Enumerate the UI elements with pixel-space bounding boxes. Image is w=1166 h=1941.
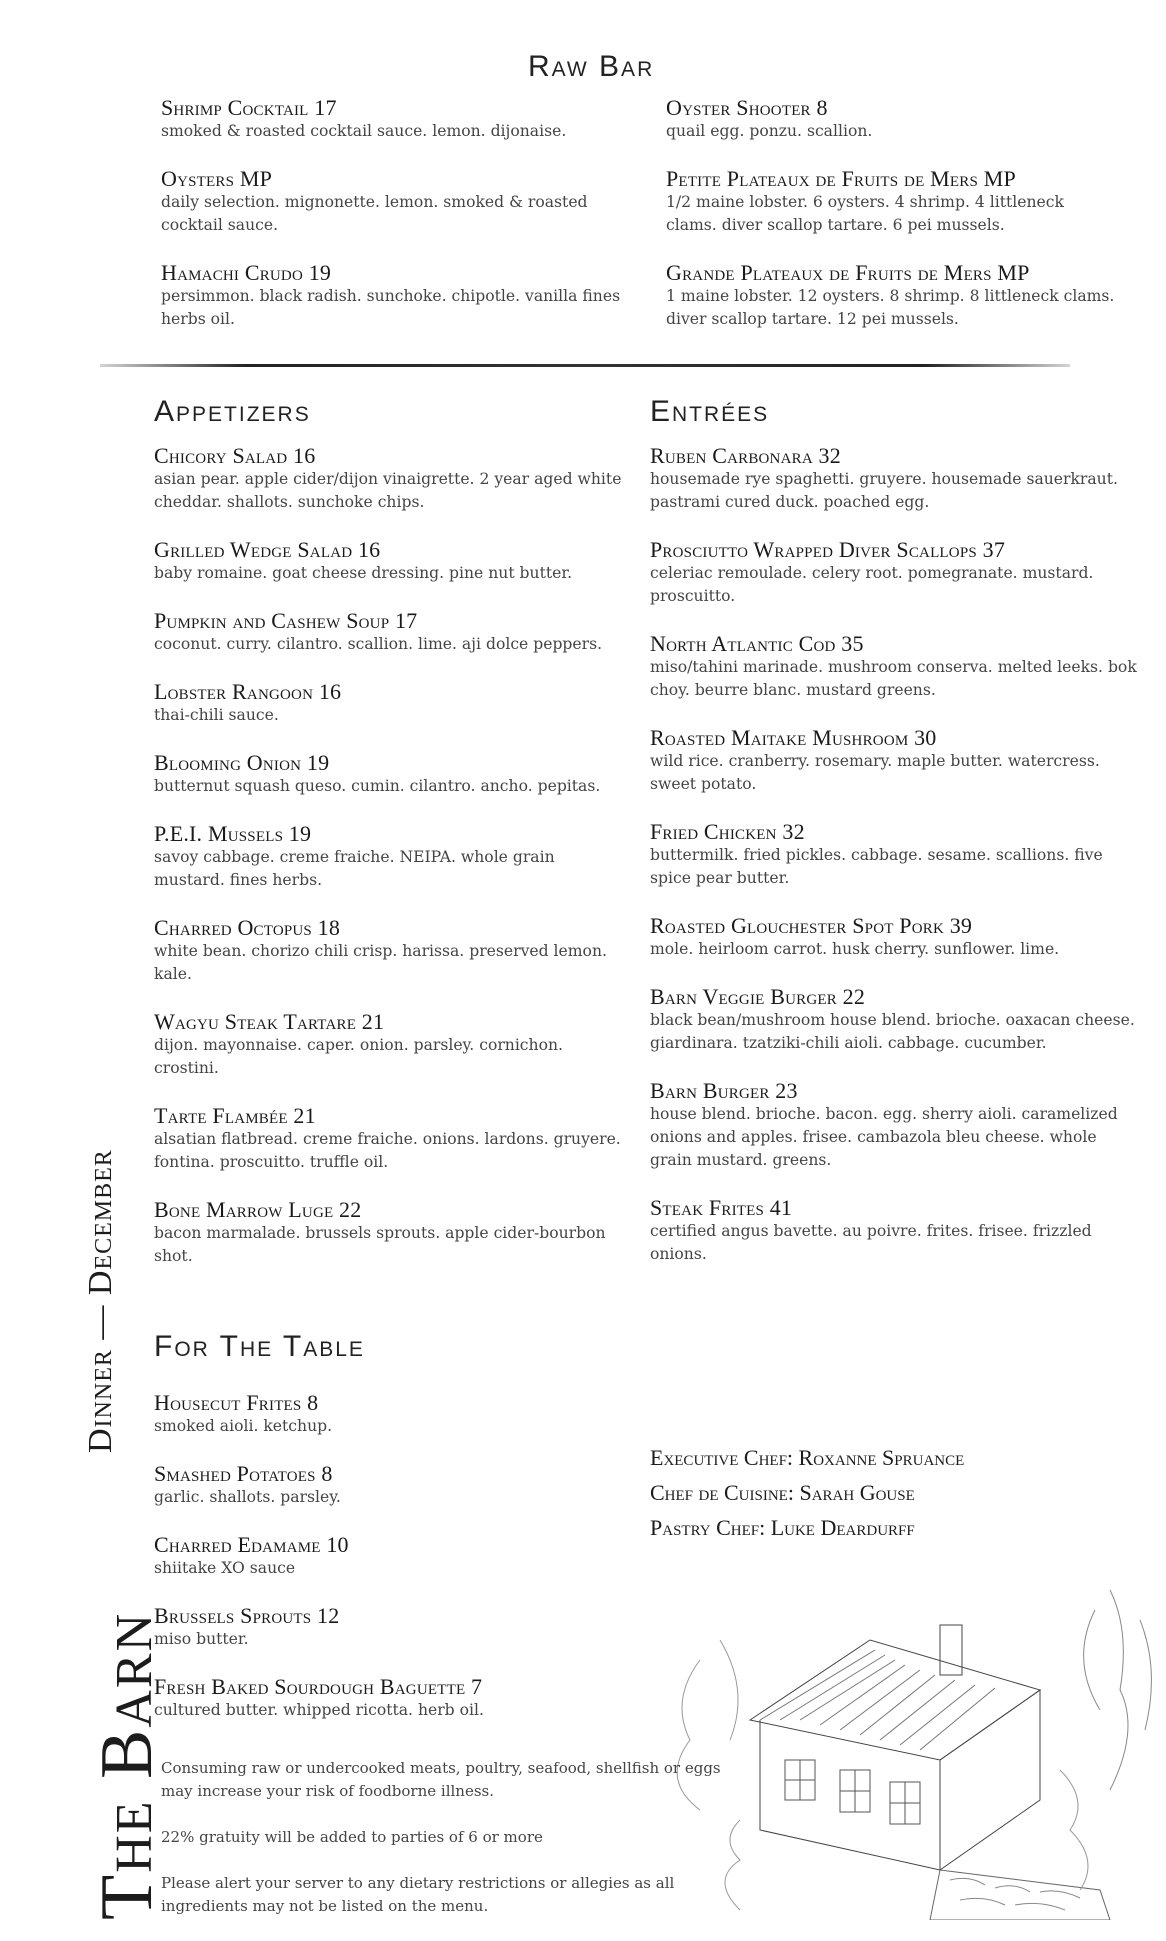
menu-item	[154, 916, 624, 986]
item-name: Tarte Flambée 21	[154, 1103, 316, 1128]
appetizers-column	[154, 444, 624, 1292]
item-description: savoy cabbage. creme fraiche. NEIPA. whole grain mustard. fines herbs.	[154, 848, 555, 889]
item-name: Steak Frites 41	[650, 1195, 793, 1220]
item-description: 1/2 maine lobster. 6 oysters. 4 shrimp. 4 littleneck clams. diver scallop tartare. 6 pei mussels.	[666, 193, 1064, 234]
item-description: garlic. shallots. parsley.	[154, 1488, 341, 1506]
item-name: Hamachi Crudo 19	[161, 260, 332, 285]
item-name: Charred Edamame 10	[154, 1532, 349, 1557]
item-description: persimmon. black radish. sunchoke. chipotle. vanilla fines herbs oil.	[161, 287, 621, 328]
menu-item	[154, 538, 624, 585]
executive-chef: Executive Chef: Roxanne Spruance	[650, 1445, 965, 1470]
menu-item	[666, 261, 1116, 331]
for-the-table-column	[154, 1391, 634, 1746]
item-description: coconut. curry. cilantro. scallion. lime. aji dolce peppers.	[154, 635, 603, 653]
menu-item	[154, 444, 624, 514]
allergy-note: Please alert your server to any dietary restrictions or allegies as all ingredients may not be listed on the menu.	[161, 1874, 675, 1915]
menu-item	[154, 1198, 624, 1268]
item-description: butternut squash queso. cumin. cilantro. ancho. pepitas.	[154, 777, 601, 795]
item-description: wild rice. cranberry. rosemary. maple butter. watercress. sweet potato.	[650, 752, 1100, 793]
item-name: Oysters MP	[161, 166, 273, 191]
item-description: baby romaine. goat cheese dressing. pine nut butter.	[154, 564, 573, 582]
item-name: Fresh Baked Sourdough Baguette 7	[154, 1674, 483, 1699]
item-name: Grande Plateaux de Fruits de Mers MP	[666, 260, 1030, 285]
menu-item	[154, 1604, 634, 1651]
menu-item	[154, 1104, 624, 1174]
menu-item	[154, 1462, 634, 1509]
item-name: Oyster Shooter 8	[666, 95, 828, 120]
item-description: asian pear. apple cider/dijon vinaigrette. 2 year aged white cheddar. shallots. sunchoke chips.	[154, 470, 622, 511]
menu-item	[650, 632, 1140, 702]
item-description: white bean. chorizo chili crisp. harissa. preserved lemon. kale.	[154, 942, 607, 983]
item-name: P.E.I. Mussels 19	[154, 821, 312, 846]
item-description: shiitake XO sauce	[154, 1559, 296, 1577]
menu-item	[154, 822, 624, 892]
menu-item	[650, 820, 1140, 890]
item-description: daily selection. mignonette. lemon. smoked & roasted cocktail sauce.	[161, 193, 588, 234]
item-description: celeriac remoulade. celery root. pomegranate. mustard. proscuitto.	[650, 564, 1094, 605]
menu-item	[154, 751, 624, 798]
item-name: Grilled Wedge Salad 16	[154, 537, 381, 562]
raw-bar-left-column	[161, 96, 631, 355]
item-name: Lobster Rangoon 16	[154, 679, 342, 704]
menu-item	[154, 1391, 634, 1438]
chef-de-cuisine: Chef de Cuisine: Sarah Gouse	[650, 1480, 915, 1505]
item-description: black bean/mushroom house blend. brioche. oaxacan cheese. giardinara. tzatziki-chili aioli. cabbage. cucumber.	[650, 1011, 1135, 1052]
pastry-chef: Pastry Chef: Luke Deardurff	[650, 1515, 915, 1540]
menu-item	[650, 1079, 1140, 1172]
menu-item	[650, 726, 1140, 796]
item-description: 1 maine lobster. 12 oysters. 8 shrimp. 8 littleneck clams. diver scallop tartare. 12 pei mussels.	[666, 287, 1115, 328]
menu-item	[666, 96, 1116, 143]
menu-item	[650, 444, 1140, 514]
item-description: cultured butter. whipped ricotta. herb oil.	[154, 1701, 484, 1719]
item-description: housemade rye spaghetti. gruyere. housemade sauerkraut. pastrami cured duck. poached egg.	[650, 470, 1118, 511]
item-description: miso butter.	[154, 1630, 249, 1648]
menu-item	[650, 985, 1140, 1055]
item-description: miso/tahini marinade. mushroom conserva. melted leeks. bok choy. beurre blanc. mustard greens.	[650, 658, 1137, 699]
for-the-table-title: For The Table	[154, 1330, 365, 1363]
item-description: thai-chili sauce.	[154, 706, 279, 724]
chef-credits	[650, 1440, 964, 1545]
item-name: Barn Veggie Burger 22	[650, 984, 866, 1009]
item-name: Blooming Onion 19	[154, 750, 330, 775]
item-name: North Atlantic Cod 35	[650, 631, 864, 656]
item-name: Ruben Carbonara 32	[650, 443, 841, 468]
menu-item	[161, 261, 631, 331]
item-description: mole. heirloom carrot. husk cherry. sunflower. lime.	[650, 940, 1060, 958]
raw-food-warning: Consuming raw or undercooked meats, poultry, seafood, shellfish or eggs may increase your risk of foodborne illness.	[161, 1759, 721, 1800]
menu-item	[666, 167, 1116, 237]
vertical-sidebar	[82, 1149, 170, 1920]
item-name: Roasted Maitake Mushroom 30	[650, 725, 937, 750]
menu-item	[154, 1675, 634, 1722]
menu-subtitle: Dinner — December	[82, 1149, 119, 1453]
item-name: Chicory Salad 16	[154, 443, 316, 468]
entrees-column	[650, 444, 1140, 1290]
item-name: Charred Octopus 18	[154, 915, 341, 940]
item-name: Fried Chicken 32	[650, 819, 805, 844]
item-description: certified angus bavette. au poivre. frites. frisee. frizzled onions.	[650, 1222, 1092, 1263]
menu-item	[650, 914, 1140, 961]
item-name: Barn Burger 23	[650, 1078, 798, 1103]
item-name: Bone Marrow Luge 22	[154, 1197, 362, 1222]
item-description: smoked aioli. ketchup.	[154, 1417, 333, 1435]
item-name: Roasted Glouchester Spot Pork 39	[650, 913, 973, 938]
raw-bar-right-column	[666, 96, 1116, 355]
item-description: house blend. brioche. bacon. egg. sherry aioli. caramelized onions and apples. frisee. cambazola bleu cheese. whole grain mustard. greens.	[650, 1105, 1118, 1169]
item-name: Petite Plateaux de Fruits de Mers MP	[666, 166, 1016, 191]
item-description: smoked & roasted cocktail sauce. lemon. dijonaise.	[161, 122, 567, 140]
menu-item	[161, 167, 631, 237]
item-name: Wagyu Steak Tartare 21	[154, 1009, 385, 1034]
appetizers-title: Appetizers	[154, 395, 311, 428]
entrees-title: Entrées	[650, 395, 770, 428]
item-name: Pumpkin and Cashew Soup 17	[154, 608, 418, 633]
menu-item	[650, 538, 1140, 608]
item-description: buttermilk. fried pickles. cabbage. sesame. scallions. five spice pear butter.	[650, 846, 1103, 887]
item-name: Brussels Sprouts 12	[154, 1603, 340, 1628]
menu-item	[154, 1533, 634, 1580]
menu-item	[650, 1196, 1140, 1266]
item-description: dijon. mayonnaise. caper. onion. parsley. cornichon. crostini.	[154, 1036, 563, 1077]
item-name: Smashed Potatoes 8	[154, 1461, 333, 1486]
gratuity-note: 22% gratuity will be added to parties of 6 or more	[161, 1828, 543, 1846]
section-divider	[100, 364, 1070, 367]
menu-item	[154, 609, 624, 656]
item-description: bacon marmalade. brussels sprouts. apple cider-bourbon shot.	[154, 1224, 606, 1265]
footnotes	[161, 1757, 721, 1941]
menu-item	[154, 680, 624, 727]
brand-name: The Barn	[86, 1611, 168, 1920]
menu-item	[161, 96, 631, 143]
item-name: Shrimp Cocktail 17	[161, 95, 337, 120]
item-name: Housecut Frites 8	[154, 1390, 319, 1415]
item-description: quail egg. ponzu. scallion.	[666, 122, 873, 140]
item-name: Prosciutto Wrapped Diver Scallops 37	[650, 537, 1006, 562]
raw-bar-title: Raw Bar	[528, 50, 655, 83]
menu-item	[154, 1010, 624, 1080]
item-description: alsatian flatbread. creme fraiche. onions. lardons. gruyere. fontina. proscuitto. truffle oil.	[154, 1130, 621, 1171]
